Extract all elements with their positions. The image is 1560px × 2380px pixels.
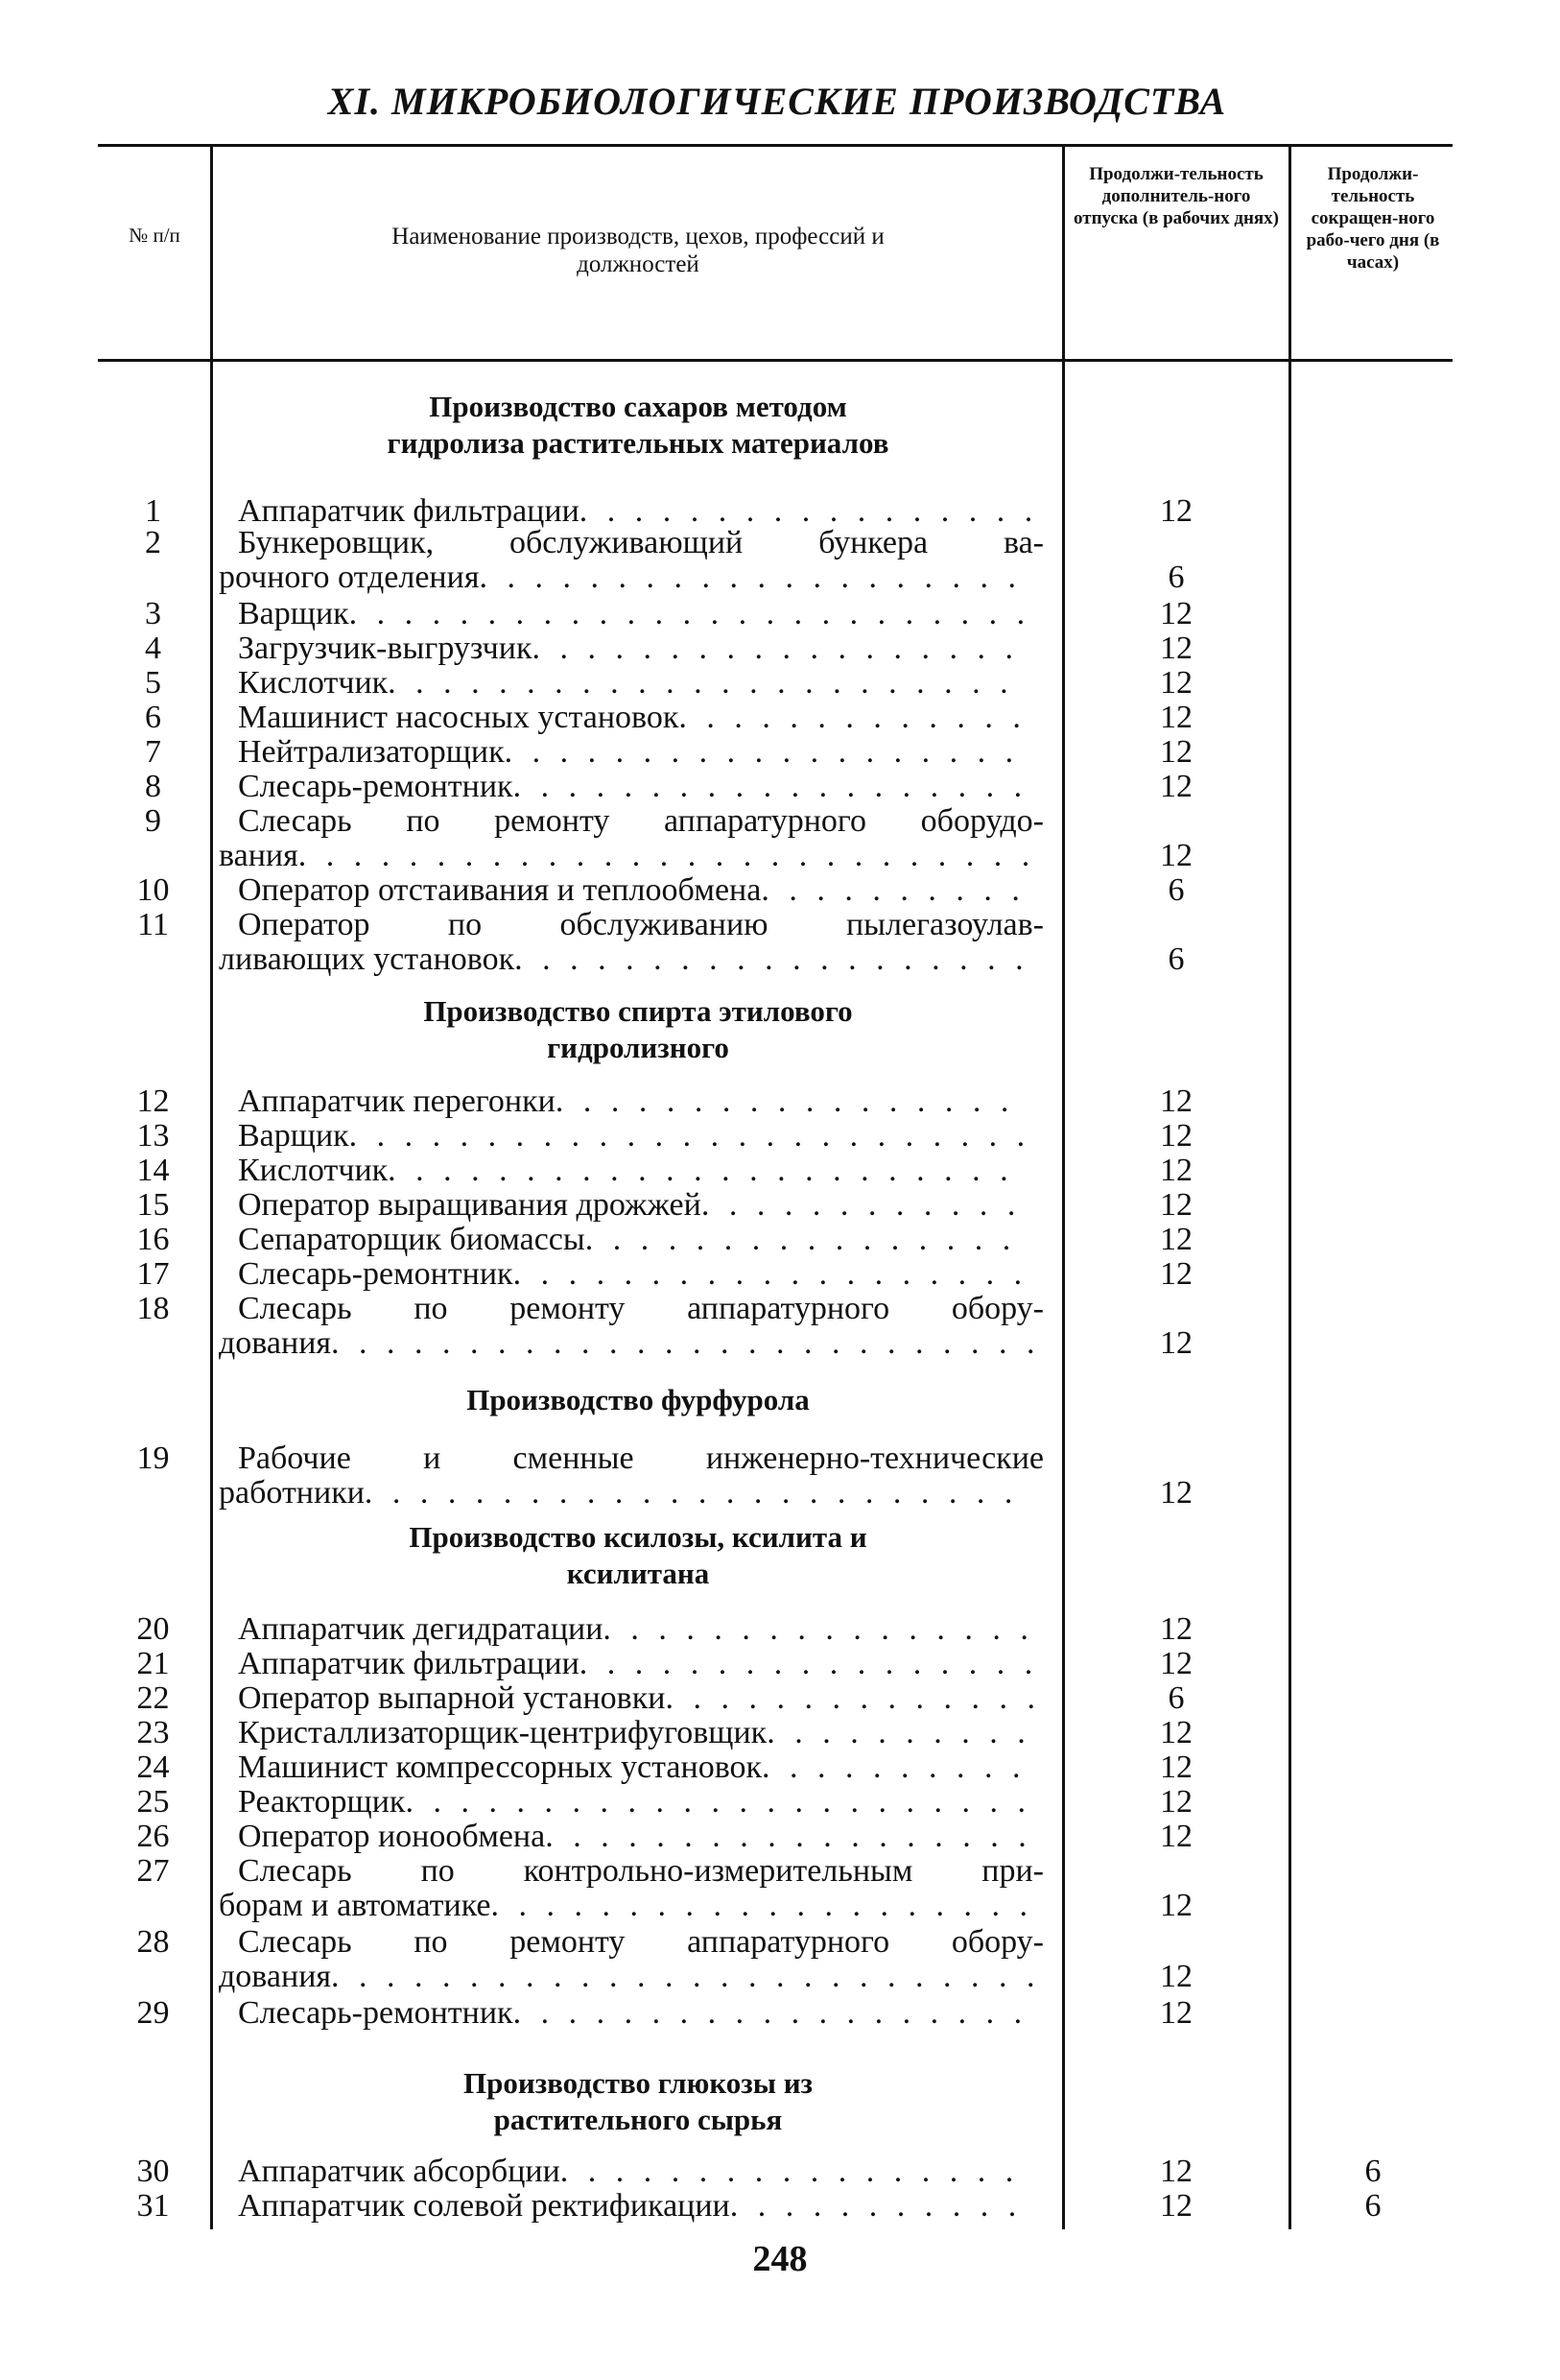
vacation-days: 12 xyxy=(1160,1995,1193,2031)
row-number: 10 xyxy=(136,872,170,908)
row-number: 20 xyxy=(136,1611,170,1647)
row-name-text: Слесарь-ремонтник xyxy=(238,769,513,804)
vacation-days: 12 xyxy=(1160,1256,1193,1292)
section-heading: Производство ксилозы, ксилита и ксилитана xyxy=(409,1520,867,1590)
page-title: XI. МИКРОБИОЛОГИЧЕСКИЕ ПРОИЗВОДСТВА xyxy=(327,80,1227,123)
row-name-line-2: борам и автоматике. . . . . . . . . . . . . . . . . . . . xyxy=(219,1888,1033,1923)
row-number: 15 xyxy=(136,1187,170,1223)
row-name xyxy=(238,1223,1044,1257)
vacation-days: 6 xyxy=(1168,872,1185,908)
leader-dots: . . . . . . . . . . . . . xyxy=(678,700,1027,735)
row-name xyxy=(238,1119,1044,1154)
row-number: 17 xyxy=(136,1256,170,1292)
row-number: 26 xyxy=(136,1819,170,1854)
leader-dots: . . . . . . . . . . . . . . . . . . . xyxy=(512,1256,1028,1292)
row-number: 24 xyxy=(136,1749,170,1785)
row-name-text: Аппаратчик фильтрации xyxy=(238,493,579,529)
row-name-text: Варщик xyxy=(238,1118,349,1154)
row-name-text: Кислотчик xyxy=(238,1153,389,1188)
row-name-text: Машинист насосных установок xyxy=(238,700,679,735)
row-name-text: Реакторщик xyxy=(238,1784,406,1820)
vacation-days: 12 xyxy=(1160,493,1193,529)
row-number: 1 xyxy=(145,493,161,529)
row-name-text: Кристаллизаторщик-центрифуговщик xyxy=(238,1715,768,1750)
vacation-days: 12 xyxy=(1160,1187,1193,1223)
row-name xyxy=(219,1924,1044,1994)
row-name xyxy=(238,2189,1044,2224)
leader-dots: . . . . . . . . . . . . . . . . . . . . . . . . . xyxy=(348,1118,1031,1154)
row-name-text: Слесарь-ремонтник xyxy=(238,1995,513,2031)
leader-dots: . . . . . . . . . . . . . . . . . . . . . . . . . . . xyxy=(297,838,1036,873)
row-number: 3 xyxy=(145,596,161,631)
row-number: 8 xyxy=(145,769,161,804)
leader-dots: . . . . . . . . . . . . . . . . . xyxy=(555,1083,1015,1119)
leader-dots: . . . . . . . . . . . . . . xyxy=(665,1680,1041,1716)
vacation-days: 6 xyxy=(1168,941,1185,977)
vacation-days: 12 xyxy=(1160,1083,1193,1119)
row-name xyxy=(238,1996,1044,2031)
row-name xyxy=(238,1257,1044,1292)
row-number: 23 xyxy=(136,1715,170,1750)
row-name-text: Варщик xyxy=(238,596,349,631)
row-number: 21 xyxy=(136,1646,170,1681)
leader-dots: . . . . . . . . . . . . . . . . . . . . . . . . . xyxy=(348,596,1031,631)
row-name xyxy=(219,803,1044,873)
leader-dots: . . . . . . . . . . . . . . . . . . . . . . . . . . xyxy=(331,1959,1041,1994)
row-number: 19 xyxy=(136,1440,170,1476)
row-name xyxy=(238,494,1044,529)
leader-dots: . . . . . . . . . . . . . . . . . . . . xyxy=(479,559,1022,595)
row-name xyxy=(238,666,1044,701)
row-name xyxy=(238,873,1044,908)
vacation-days: 12 xyxy=(1160,1959,1193,1994)
section-heading: Производство фурфурола xyxy=(466,1383,810,1416)
leader-dots: . . . . . . . . . . . . . . . . . . . . . . . . xyxy=(364,1475,1019,1511)
row-name-text: Аппаратчик перегонки xyxy=(238,1083,555,1119)
row-number: 30 xyxy=(136,2154,170,2189)
table-top-rule xyxy=(98,144,1453,147)
row-number: 11 xyxy=(137,907,169,942)
row-name-text: Нейтрализаторщик xyxy=(238,734,505,770)
column-divider-3 xyxy=(1288,147,1291,2229)
vacation-days: 12 xyxy=(1160,2154,1193,2189)
row-name-line-1: Слесарь по контрольно-измерительным при- xyxy=(238,1853,1044,1889)
row-name-text: Слесарь-ремонтник xyxy=(238,1256,513,1292)
vacation-days: 12 xyxy=(1160,838,1193,873)
leader-dots: . . . . . . . . . . . . . . . . . xyxy=(579,493,1039,529)
row-name xyxy=(238,735,1044,770)
row-name-text: Оператор ионообмена xyxy=(238,1819,546,1854)
vacation-days: 12 xyxy=(1160,734,1193,770)
workday-hours: 6 xyxy=(1364,2188,1382,2224)
row-name xyxy=(219,1440,1044,1511)
row-name-text: Аппаратчик солевой ректификации xyxy=(238,2188,730,2224)
vacation-days: 12 xyxy=(1160,1646,1193,1681)
row-name-text: Кислотчик xyxy=(238,665,389,701)
row-name xyxy=(238,1681,1044,1716)
vacation-days: 12 xyxy=(1160,1118,1193,1154)
vacation-days: 12 xyxy=(1160,1784,1193,1820)
row-name xyxy=(238,1716,1044,1750)
row-number: 18 xyxy=(136,1291,170,1326)
row-name xyxy=(219,525,1044,595)
leader-dots: . . . . . . . . . . . . . . . . . . . . . . . xyxy=(388,1153,1014,1188)
leader-dots: . . . . . . . . . . xyxy=(761,872,1026,908)
row-name-line-2: ливающих установок. . . . . . . . . . . . . . . . . . . xyxy=(219,941,1029,977)
row-number: 31 xyxy=(136,2188,170,2224)
row-name xyxy=(219,907,1044,977)
row-number: 6 xyxy=(145,700,161,735)
leader-dots: . . . . . . . . . . . . . . . . xyxy=(584,1222,1017,1257)
row-number: 28 xyxy=(136,1924,170,1960)
row-name xyxy=(238,1785,1044,1820)
row-name xyxy=(238,1647,1044,1681)
row-name xyxy=(238,1612,1044,1647)
leader-dots: . . . . . . . . . . . . . . . . . xyxy=(559,2154,1020,2189)
row-name xyxy=(238,770,1044,804)
vacation-days: 12 xyxy=(1160,1888,1193,1923)
row-name-line-2: дования. . . . . . . . . . . . . . . . . . . . . . . . . . xyxy=(219,1325,1041,1361)
row-number: 14 xyxy=(136,1153,170,1188)
leader-dots: . . . . . . . . . . . . . . . . . . . . . . . . . . xyxy=(331,1325,1041,1361)
header-bottom-rule xyxy=(98,359,1453,362)
row-name-line-2: дования. . . . . . . . . . . . . . . . . . . . . . . . . . xyxy=(219,1959,1041,1994)
header-name: Наименование производств, цехов, профессий и должностей xyxy=(391,224,885,277)
leader-dots: . . . . . . . . . . . . . . . . . . . xyxy=(512,1995,1028,2031)
leader-dots: . . . . . . . . . . . . . . . . xyxy=(603,1611,1034,1647)
vacation-days: 12 xyxy=(1160,1715,1193,1750)
row-name-line-1: Слесарь по ремонту аппаратурного обору- xyxy=(238,1924,1044,1960)
row-name-line-1: Слесарь по ремонту аппаратурного оборудо- xyxy=(238,803,1044,839)
row-name-text: Оператор отстаивания и теплообмена xyxy=(238,872,762,908)
vacation-days: 12 xyxy=(1160,1475,1193,1511)
vacation-days: 12 xyxy=(1160,1749,1193,1785)
vacation-days: 12 xyxy=(1160,1611,1193,1647)
header-vacation: Продолжи-тельность дополнитель-ного отпуска (в рабочих днях) xyxy=(1073,164,1280,228)
row-number: 7 xyxy=(145,734,161,770)
row-name-line-1: Рабочие и сменные инженерно-технические xyxy=(238,1440,1044,1476)
row-name xyxy=(219,1291,1044,1361)
row-name xyxy=(238,2154,1044,2189)
row-name-text: Оператор выпарной установки xyxy=(238,1680,666,1716)
leader-dots: . . . . . . . . . . . . . . . . . . . xyxy=(504,734,1020,770)
row-name-line-2: работники. . . . . . . . . . . . . . . . . . . . . . . . xyxy=(219,1475,1019,1511)
row-number: 29 xyxy=(136,1995,170,2031)
workday-hours: 6 xyxy=(1364,2154,1382,2189)
vacation-days: 12 xyxy=(1160,1153,1193,1188)
leader-dots: . . . . . . . . . . . . . . . . . . . . xyxy=(490,1888,1033,1923)
vacation-days: 6 xyxy=(1168,559,1185,595)
vacation-days: 12 xyxy=(1160,2188,1193,2224)
leader-dots: . . . . . . . . . . xyxy=(767,1715,1031,1750)
row-name xyxy=(238,631,1044,666)
vacation-days: 12 xyxy=(1160,1325,1193,1361)
leader-dots: . . . . . . . . . . . . . . . . . . . . . . . xyxy=(388,665,1014,701)
header-number: № п/п xyxy=(129,224,180,247)
section-heading: Производство глюкозы из растительного сырья xyxy=(462,2066,814,2136)
row-number: 2 xyxy=(145,525,161,560)
vacation-days: 12 xyxy=(1160,700,1193,735)
leader-dots: . . . . . . . . . . . . . . . . . xyxy=(579,1646,1039,1681)
row-number: 9 xyxy=(145,803,161,839)
page-number: 248 xyxy=(752,2239,808,2279)
row-name-text: Загрузчик-выгрузчик xyxy=(238,631,532,666)
header-workday: Продолжи-тельность сокращен-ного рабо-чего дня (в часах) xyxy=(1306,164,1440,273)
vacation-days: 12 xyxy=(1160,1819,1193,1854)
row-name xyxy=(238,701,1044,735)
row-name-text: Машинист компрессорных установок xyxy=(238,1749,763,1785)
vacation-days: 6 xyxy=(1168,1680,1185,1716)
leader-dots: . . . . . . . . . . . xyxy=(729,2188,1023,2224)
leader-dots: . . . . . . . . . . . . . . . . . . xyxy=(532,631,1019,666)
row-name-line-1: Оператор по обслуживанию пылегазоулав- xyxy=(238,907,1044,942)
row-number: 27 xyxy=(136,1853,170,1889)
row-number: 16 xyxy=(136,1222,170,1257)
section-heading: Производство сахаров методом гидролиза растительных материалов xyxy=(387,390,889,460)
row-name-line-2: вания. . . . . . . . . . . . . . . . . . . . . . . . . . . xyxy=(219,838,1036,873)
row-name xyxy=(219,1853,1044,1923)
vacation-days: 12 xyxy=(1160,596,1193,631)
row-name-text: Аппаратчик абсорбции xyxy=(238,2154,560,2189)
row-name xyxy=(238,1188,1044,1223)
row-name-line-1: Бункеровщик, обслуживающий бункера ва- xyxy=(238,525,1044,560)
leader-dots: . . . . . . . . . . . . . . . . . . . xyxy=(514,941,1029,977)
vacation-days: 12 xyxy=(1160,631,1193,666)
vacation-days: 12 xyxy=(1160,1222,1193,1257)
leader-dots: . . . . . . . . . . . . . . . . . . . . . . . xyxy=(405,1784,1031,1820)
row-name xyxy=(238,597,1044,631)
section-heading: Производство спирта этилового гидролизного xyxy=(423,994,853,1064)
row-number: 5 xyxy=(145,665,161,701)
leader-dots: . . . . . . . . . . . . xyxy=(700,1187,1022,1223)
row-name-line-1: Слесарь по ремонту аппаратурного обору- xyxy=(238,1291,1044,1326)
row-number: 12 xyxy=(136,1083,170,1119)
row-name-line-2: рочного отделения. . . . . . . . . . . . . . . . . . . . xyxy=(219,559,1022,595)
row-number: 25 xyxy=(136,1784,170,1820)
row-number: 22 xyxy=(136,1680,170,1716)
row-name-text: Аппаратчик дегидратации xyxy=(238,1611,603,1647)
row-name xyxy=(238,1750,1044,1785)
row-name xyxy=(238,1084,1044,1119)
row-name xyxy=(238,1154,1044,1188)
row-number: 13 xyxy=(136,1118,170,1154)
leader-dots: . . . . . . . . . . . . . . . . . . xyxy=(545,1819,1032,1854)
row-name-text: Аппаратчик фильтрации xyxy=(238,1646,579,1681)
row-name xyxy=(238,1820,1044,1854)
leader-dots: . . . . . . . . . . . . . . . . . . . xyxy=(512,769,1028,804)
leader-dots: . . . . . . . . . . xyxy=(762,1749,1027,1785)
vacation-days: 12 xyxy=(1160,769,1193,804)
row-number: 4 xyxy=(145,631,161,666)
row-name-text: Оператор выращивания дрожжей xyxy=(238,1187,701,1223)
vacation-days: 12 xyxy=(1160,665,1193,701)
row-name-text: Сепараторщик биомассы xyxy=(238,1222,585,1257)
